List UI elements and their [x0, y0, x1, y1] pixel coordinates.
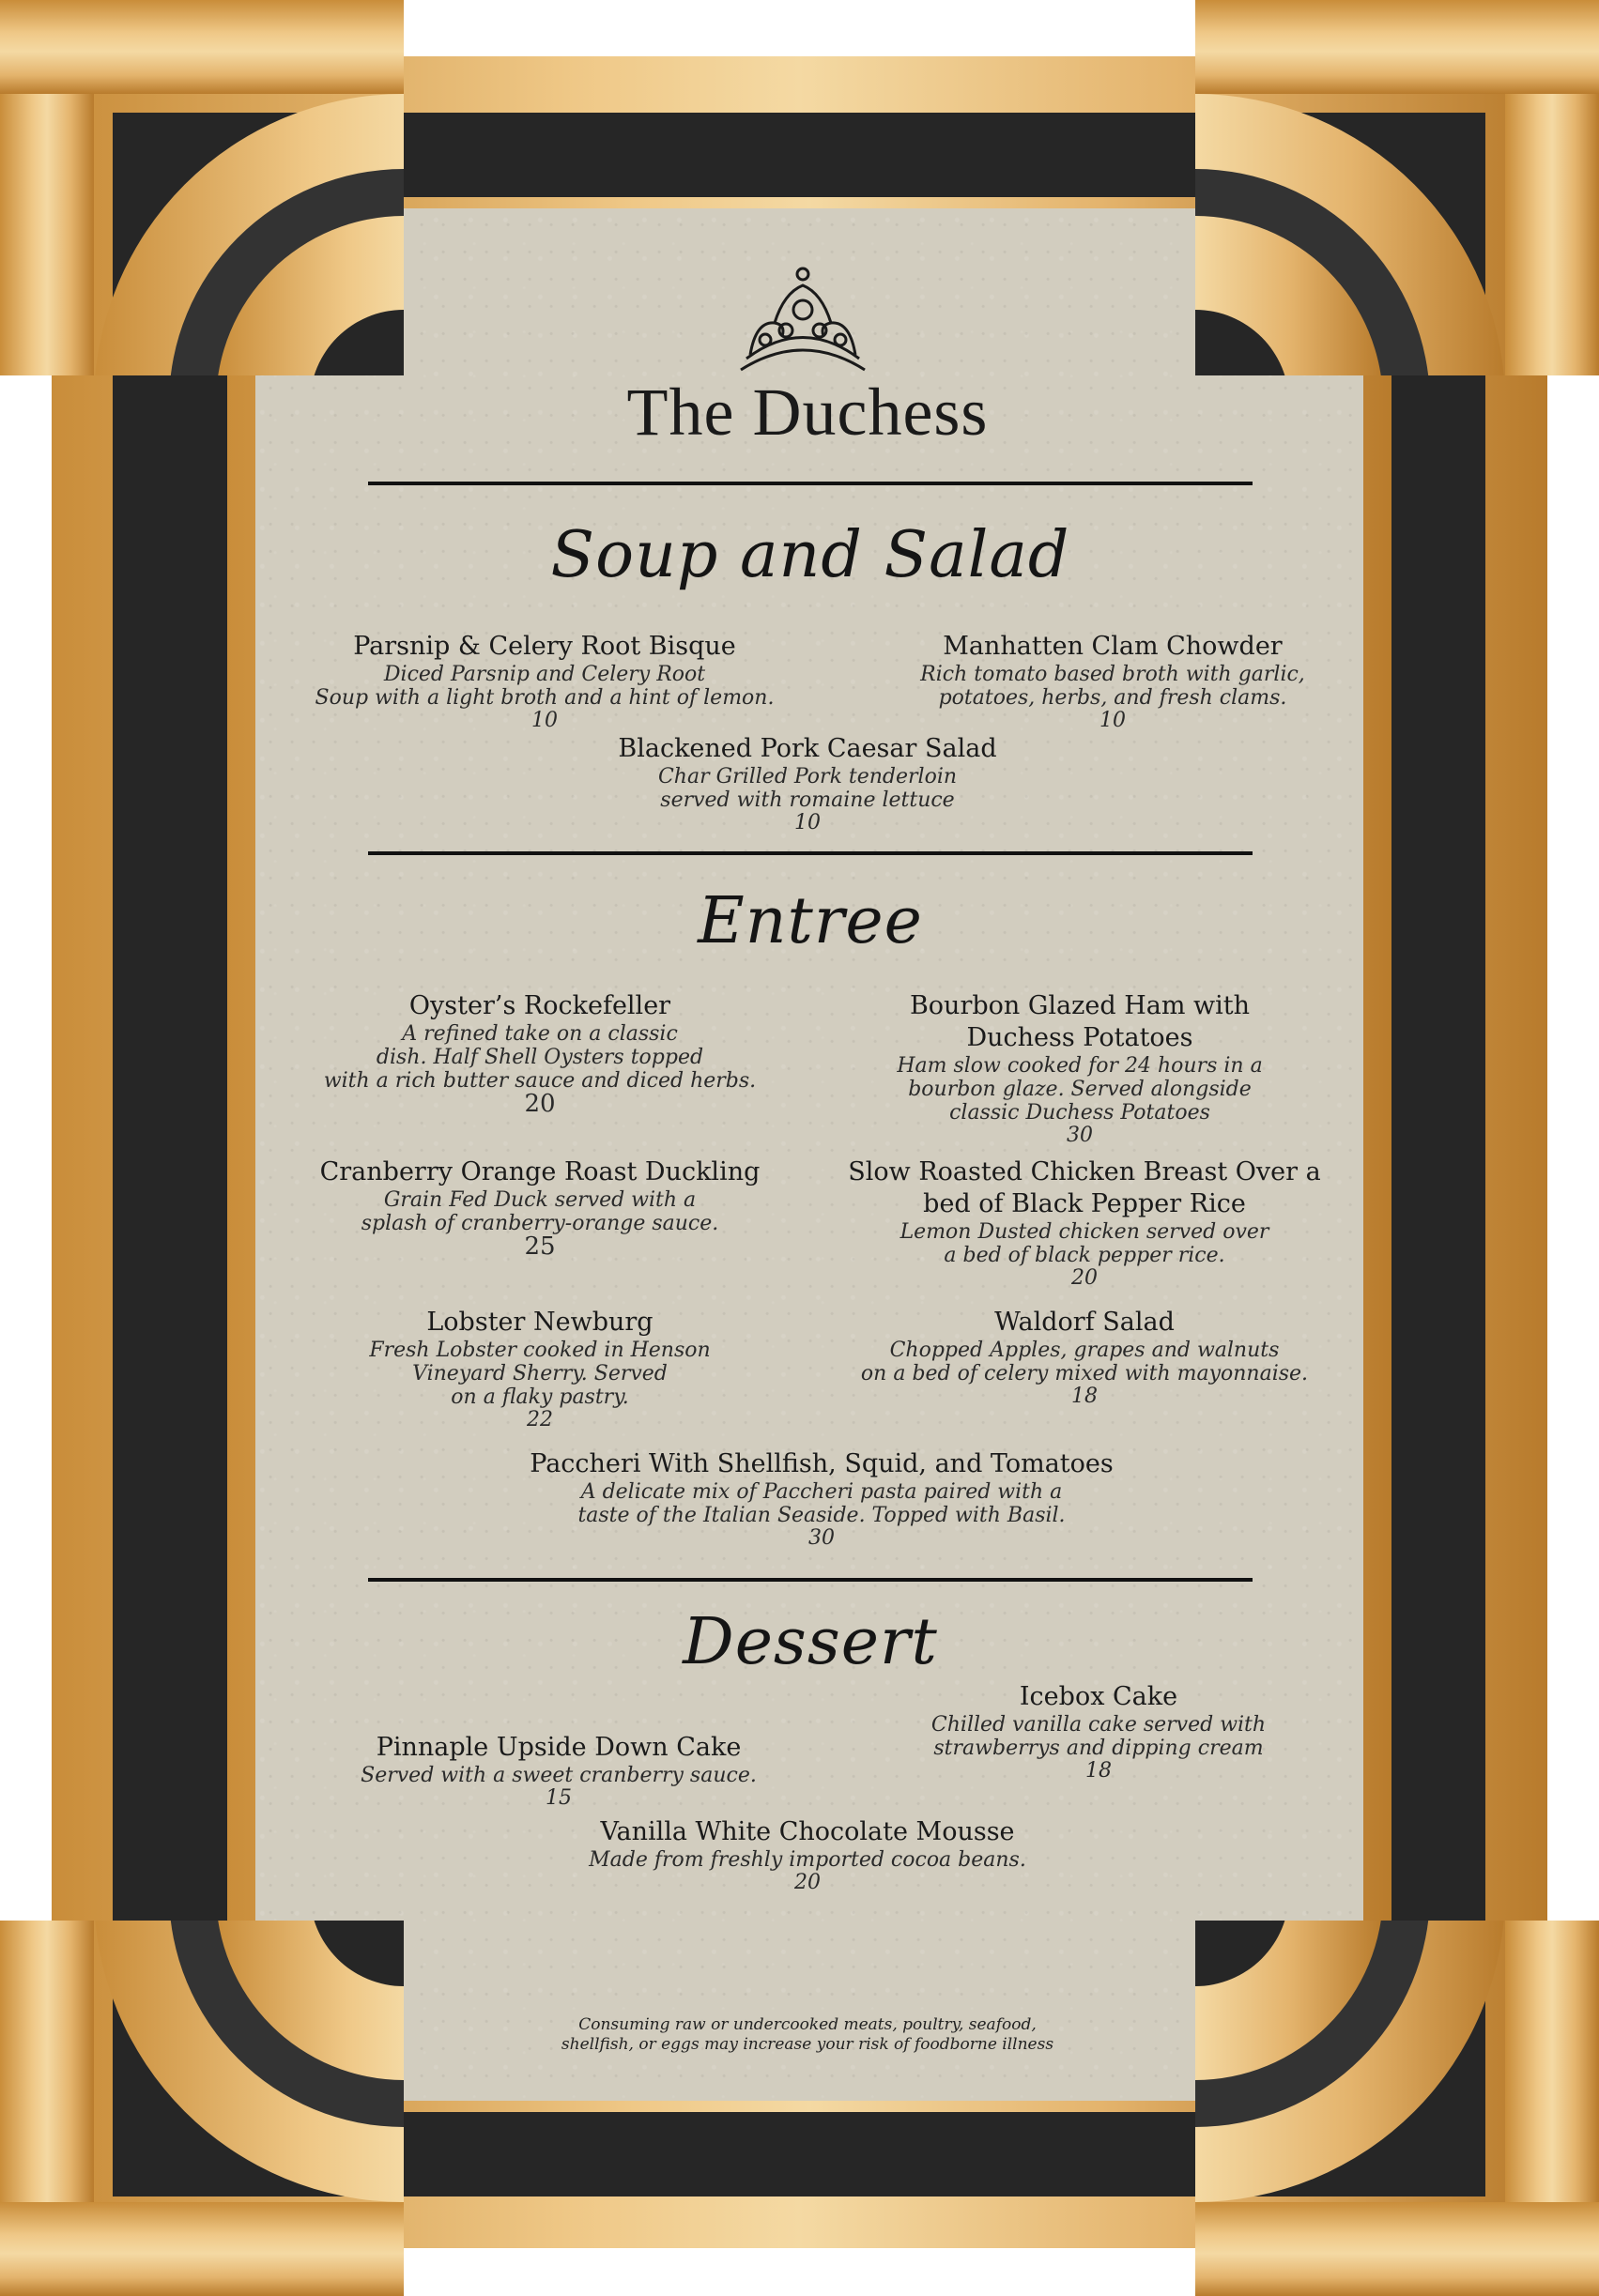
menu-item-bourbon-ham: Bourbon Glazed Ham with Duchess Potatoes Ham slow cooked for 24 hours in a bourbon glaze. Served alongside classic Duchess Potatoes 30	[897, 991, 1263, 1147]
menu-item-icebox-cake: Icebox Cake Chilled vanilla cake served with strawberrys and dipping cream 18	[930, 1682, 1267, 1783]
corner-ornament-top-left	[0, 0, 404, 375]
menu-item-roasted-chicken: Slow Roasted Chicken Breast Over a bed of Black Pepper Rice Lemon Dusted chicken served over a bed of black pepper rice. 20	[848, 1157, 1321, 1290]
menu-item-chocolate-mousse: Vanilla White Chocolate Mousse Made from freshly imported cocoa beans. 20	[589, 1817, 1026, 1894]
tiara-icon	[728, 265, 878, 379]
divider-rule	[368, 482, 1253, 485]
menu-item-paccheri: Paccheri With Shellfish, Squid, and Tomatoes A delicate mix of Paccheri pasta paired with a taste of the Italian Seaside. Topped with Basil. 30	[530, 1449, 1114, 1550]
section-title-dessert: Dessert	[683, 1605, 938, 1679]
corner-ornament-bottom-left	[0, 1921, 404, 2296]
restaurant-name: The Duchess	[626, 375, 989, 450]
section-title-entree: Entree	[698, 884, 923, 958]
corner-ornament-bottom-right	[1195, 1921, 1599, 2296]
divider-rule	[368, 1578, 1253, 1582]
menu-item-clam-chowder: Manhatten Clam Chowder Rich tomato based broth with garlic, potatoes, herbs, and fresh clams. 10	[920, 632, 1305, 732]
menu-item-pork-caesar: Blackened Pork Caesar Salad Char Grilled Pork tenderloin served with romaine lettuce 10	[618, 734, 997, 834]
food-safety-notice: Consuming raw or undercooked meats, poultry, seafood, shellfish, or eggs may increase your risk of foodborne illness	[561, 2015, 1054, 2054]
menu-item-pineapple-cake: Pinnaple Upside Down Cake Served with a sweet cranberry sauce. 15	[361, 1733, 757, 1810]
divider-rule	[368, 851, 1253, 855]
menu-item-oysters-rockefeller: Oyster’s Rockefeller A refined take on a classic dish. Half Shell Oysters topped with a rich butter sauce and diced herbs. 20	[323, 991, 757, 1118]
corner-ornament-top-right	[1195, 0, 1599, 375]
menu-item-lobster-newburg: Lobster Newburg Fresh Lobster cooked in Henson Vineyard Sherry. Served on a flaky pastry. 22	[369, 1308, 711, 1431]
menu-item-roast-duckling: Cranberry Orange Roast Duckling Grain Fed Duck served with a splash of cranberry-orange sauce. 25	[319, 1157, 761, 1261]
menu-item-waldorf-salad: Waldorf Salad Chopped Apples, grapes and walnuts on a bed of celery mixed with mayonnaise. 18	[860, 1308, 1309, 1408]
section-title-soup-salad: Soup and Salad	[550, 518, 1070, 592]
menu-item-parsnip-bisque: Parsnip & Celery Root Bisque Diced Parsnip and Celery Root Soup with a light broth and a hint of lemon. 10	[315, 632, 775, 732]
